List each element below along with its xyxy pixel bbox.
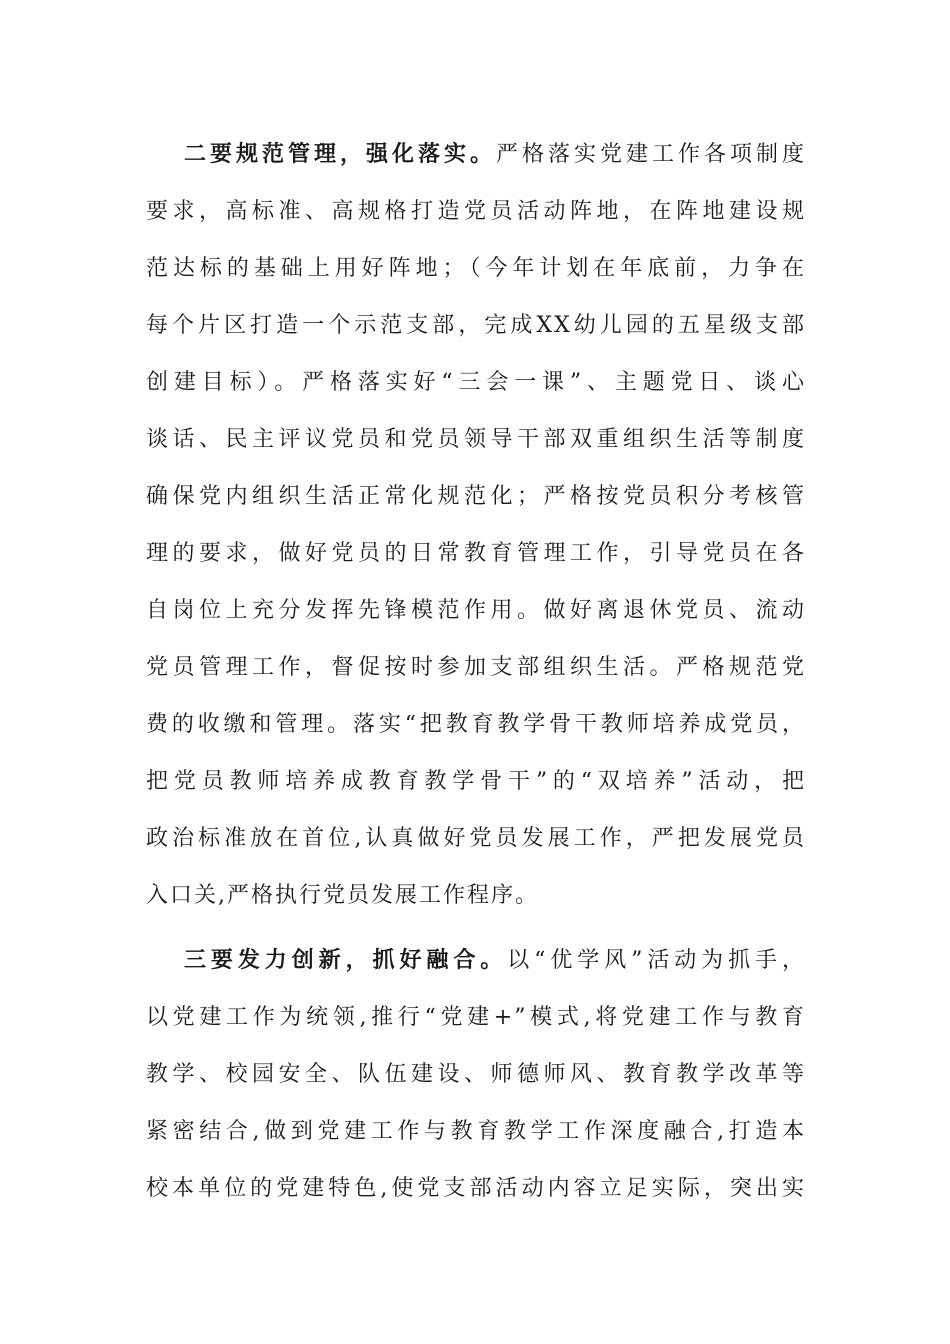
paragraph-line: 把党员教师培养成教育教学骨干”的“双培养”活动，把 (146, 769, 806, 794)
paragraph-line: 每个片区打造一个示范支部，完成XX幼儿园的五星级支部 (146, 313, 806, 338)
paragraph-innovation (146, 932, 806, 1217)
paragraph-line: 费的收缴和管理。落实“把教育教学骨干教师培养成党员， (146, 712, 806, 737)
paragraph-text: 严格落实党建工作各项制度 (496, 142, 806, 167)
paragraph-line: 要求，高标准、高规格打造党员活动阵地，在阵地建设规 (146, 199, 806, 224)
paragraph-line: 校本单位的党建特色,使党支部活动内容立足实际，突出实 (146, 1176, 806, 1201)
paragraph-line: 政治标准放在首位,认真做好党员发展工作，严把发展党员 (146, 826, 806, 851)
paragraph-line: 自岗位上充分发挥先锋模范作用。做好离退休党员、流动 (146, 598, 806, 623)
paragraph-last-line: 入口关,严格执行党员发展工作程序。 (146, 883, 539, 908)
paragraph-line: 理的要求，做好党员的日常教育管理工作，引导党员在各 (146, 541, 806, 566)
paragraph-line: 范达标的基础上用好阵地；（今年计划在年底前，力争在 (146, 256, 806, 281)
paragraph-line: 教学、校园安全、队伍建设、师德师风、教育教学改革等 (146, 1062, 806, 1087)
paragraph-first-line (146, 932, 806, 989)
paragraph-heading: 二要规范管理，强化落实。 (184, 141, 496, 167)
paragraph-line: 紧密结合,做到党建工作与教育教学工作深度融合,打造本 (146, 1119, 806, 1144)
paragraph-line: 党员管理工作，督促按时参加支部组织生活。严格规范党 (146, 655, 806, 680)
paragraph-management (146, 126, 806, 924)
paragraph-line: 谈话、民主评议党员和党员领导干部双重组织生活等制度 (146, 427, 806, 452)
paragraph-heading: 三要发力创新，抓好融合。 (184, 947, 508, 973)
paragraph-first-line (146, 126, 806, 183)
paragraph-line: 确保党内组织生活正常化规范化；严格按党员积分考核管 (146, 484, 806, 509)
paragraph-line: 以党建工作为统领,推行“党建+”模式,将党建工作与教育 (146, 1005, 806, 1030)
paragraph-text: 以“优学风”活动为抓手， (507, 948, 806, 973)
paragraph-line: 创建目标）。严格落实好“三会一课”、主题党日、谈心 (146, 370, 806, 395)
